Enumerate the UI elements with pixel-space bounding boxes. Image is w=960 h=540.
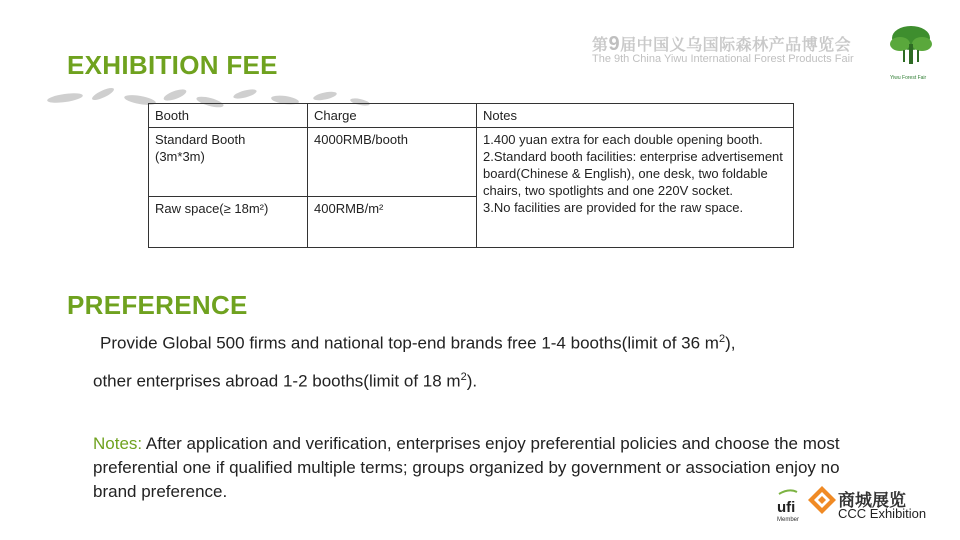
ccc-name-english: CCC Exhibition [838, 506, 927, 521]
notes-label: Notes: [93, 434, 143, 453]
charge-raw-space: 400RMB/m² [308, 197, 477, 248]
ccc-logo-icon [807, 485, 837, 519]
header-notes: Notes [477, 104, 794, 128]
booth-raw-space: Raw space(≥ 18m²) [149, 197, 308, 248]
tree-logo-icon [888, 22, 934, 74]
preference-line-2: other enterprises abroad 1-2 booths(limit of 18 $m^2$). [93, 371, 478, 391]
preference-title: PREFERENCE [67, 290, 248, 320]
table-header-row [149, 104, 794, 128]
notes-text: After application and verification, enterprises enjoy preferential policies and choose the most preferential one if qualified multiple terms; groups organized by government or association enjoy no brand preference. [93, 434, 840, 501]
preference-line-1: Provide Global 500 firms and national top-end brands free 1-4 booths(limit of 36 $m^2$), [100, 333, 736, 353]
ccc-name-chinese: 商城展览 [838, 491, 906, 510]
exhibition-fee-title: EXHIBITION FEE [67, 50, 278, 80]
fair-name-chinese: 第9届中国义乌国际森林产品博览会 [592, 33, 852, 55]
notes-cell: 1.400 yuan extra for each double opening booth. 2.Standard booth facilities: enterprise advertisement board(Chinese & English), one desk, two foldable chairs, two spotlights and one 220V socket. 3.No facilities are provided for the raw space. [477, 128, 794, 248]
charge-standard: 4000RMB/booth [308, 128, 477, 197]
booth-standard: Standard Booth (3m*3m) [149, 128, 308, 197]
header-charge: Charge [308, 104, 477, 128]
table-row [149, 128, 794, 197]
preference-notes [93, 432, 853, 504]
header-booth: Booth [149, 104, 308, 128]
ufi-sub-text: Member [777, 517, 800, 523]
ufi-text: ufi [777, 499, 796, 516]
fee-table [148, 103, 794, 248]
ufi-logo-icon [775, 488, 805, 524]
tree-logo-caption: Yiwu Forest Fair [890, 75, 927, 81]
fair-name-english: The 9th China Yiwu International Forest Products Fair [592, 53, 854, 65]
